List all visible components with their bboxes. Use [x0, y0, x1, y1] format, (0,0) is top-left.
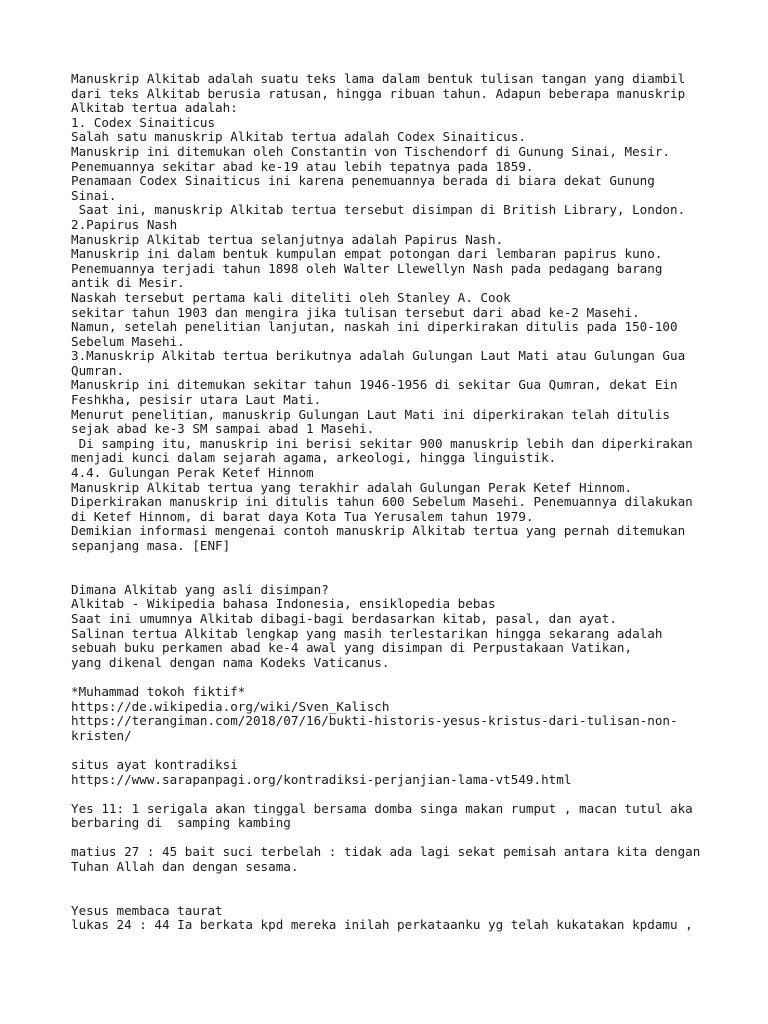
text-line [71, 831, 751, 846]
text-line: menjadi kunci dalam sejarah agama, arkeologi, hingga linguistik. [71, 450, 557, 466]
text-line: Penamaan Codex Sinaiticus ini karena penemuannya berada di biara dekat Gunung [71, 173, 655, 189]
text-line: Manuskrip Alkitab adalah suatu teks lama dalam bentuk tulisan tangan yang diambil [71, 71, 686, 86]
text-line: Manuskrip Alkitab tertua yang terakhir adalah Gulungan Perak Ketef Hinnom. [71, 479, 633, 495]
text-line: Yesus membaca taurat [71, 902, 223, 918]
text-line: Demikian informasi mengenai contoh manuskrip Alkitab tertua yang pernah ditemukan [71, 523, 686, 539]
text-line [71, 568, 751, 583]
text-line: Manuskrip ini ditemukan oleh Constantin von Tischendorf di Gunung Sinai, Mesir. [71, 143, 670, 159]
text-line: berbaring di samping kambing [71, 815, 291, 831]
text-line: 3.Manuskrip Alkitab tertua berikutnya adalah Gulungan Laut Mati atau Gulungan Gua [71, 348, 686, 364]
text-line: https://www.sarapanpagi.org/kontradiksi-perjanjian-lama-vt549.html [71, 771, 572, 787]
text-line: Salinan tertua Alkitab lengkap yang masih terlestarikan hingga sekarang adalah [71, 625, 663, 641]
text-line: antik di Mesir. [71, 275, 185, 291]
text-line: Sebelum Masehi. [71, 333, 185, 349]
text-line [71, 875, 751, 890]
text-line: 2.Papirus Nash [71, 216, 178, 232]
text-line: Manuskrip Alkitab tertua selanjutnya adalah Papirus Nash. [71, 231, 504, 247]
text-line [71, 554, 751, 569]
text-line [71, 670, 751, 685]
text-line: Namun, setelah penelitian lanjutan, naskah ini diperkirakan ditulis pada 150-100 [71, 319, 678, 335]
text-line: Dimana Alkitab yang asli disimpan? [71, 581, 329, 597]
text-line [71, 889, 751, 904]
text-line: Saat ini, manuskrip Alkitab tertua tersebut disimpan di British Library, London. [71, 202, 686, 218]
text-line: dari teks Alkitab berusia ratusan, hingga ribuan tahun. Adapun beberapa manuskrip [71, 85, 686, 101]
text-line: sebuah buku perkamen abad ke-4 awal yang disimpan di Perpustakaan Vatikan, [71, 640, 633, 656]
text-line: yang dikenal dengan nama Kodeks Vaticanus. [71, 654, 390, 670]
text-line: Di samping itu, manuskrip ini berisi sekitar 900 manuskrip lebih dan diperkirakan [71, 435, 693, 451]
text-line: Saat ini umumnya Alkitab dibagi-bagi berdasarkan kitab, pasal, dan ayat. [71, 610, 617, 626]
text-line: situs ayat kontradiksi [71, 756, 238, 772]
text-line: *Muhammad tokoh fiktif* [71, 683, 246, 699]
text-line: sekitar tahun 1903 dan mengira jika tulisan tersebut dari abad ke-2 Masehi. [71, 304, 640, 320]
document-body [71, 72, 751, 933]
text-line: Yes 11: 1 serigala akan tinggal bersama domba singa makan rumput , macan tutul aka [71, 800, 693, 816]
text-line: Diperkirakan manuskrip ini ditulis tahun 600 Sebelum Masehi. Penemuannya dilakukan [71, 494, 693, 510]
text-line: matius 27 : 45 bait suci terbelah : tidak ada lagi sekat pemisah antara kita dengan [71, 844, 701, 860]
text-line: 1. Codex Sinaiticus [71, 114, 216, 130]
text-line: Qumran. [71, 362, 125, 378]
text-line: Penemuannya sekitar abad ke-19 atau lebih tepatnya pada 1859. [71, 158, 534, 174]
text-line: Feshkha, pesisir utara Laut Mati. [71, 392, 322, 408]
text-line: Sinai. [71, 187, 117, 203]
text-line: Manuskrip ini dalam bentuk kumpulan empat potongan dari lembaran papirus kuno. [71, 246, 663, 262]
text-line: kristen/ [71, 727, 132, 743]
text-line: Naskah tersebut pertama kali diteliti oleh Stanley A. Cook [71, 289, 511, 305]
text-line: https://de.wikipedia.org/wiki/Sven_Kalisch [71, 698, 390, 714]
text-line: Salah satu manuskrip Alkitab tertua adalah Codex Sinaiticus. [71, 129, 526, 145]
text-line: sejak abad ke-3 SM sampai abad 1 Masehi. [71, 421, 375, 437]
text-line: Alkitab tertua adalah: [71, 100, 238, 116]
text-line: Alkitab - Wikipedia bahasa Indonesia, ensiklopedia bebas [71, 596, 496, 612]
text-line: Penemuannya terjadi tahun 1898 oleh Walter Llewellyn Nash pada pedagang barang [71, 260, 663, 276]
text-line: Tuhan Allah dan dengan sesama. [71, 859, 299, 875]
text-line: Manuskrip ini ditemukan sekitar tahun 1946-1956 di sekitar Gua Qumran, dekat Ein [71, 377, 678, 393]
text-line [71, 743, 751, 758]
text-line: https://terangiman.com/2018/07/16/bukti-historis-yesus-kristus-dari-tulisan-non- [71, 713, 678, 729]
text-line: lukas 24 : 44 Ia berkata kpd mereka inilah perkataanku yg telah kukatakan kpdamu , [71, 917, 693, 933]
text-line: 4.4. Gulungan Perak Ketef Hinnom [71, 465, 314, 481]
text-line: di Ketef Hinnom, di barat daya Kota Tua Yerusalem tahun 1979. [71, 508, 534, 524]
text-line: Menurut penelitian, manuskrip Gulungan Laut Mati ini diperkirakan telah ditulis [71, 406, 670, 422]
text-line [71, 787, 751, 802]
text-line: sepanjang masa. [ENF] [71, 538, 231, 553]
